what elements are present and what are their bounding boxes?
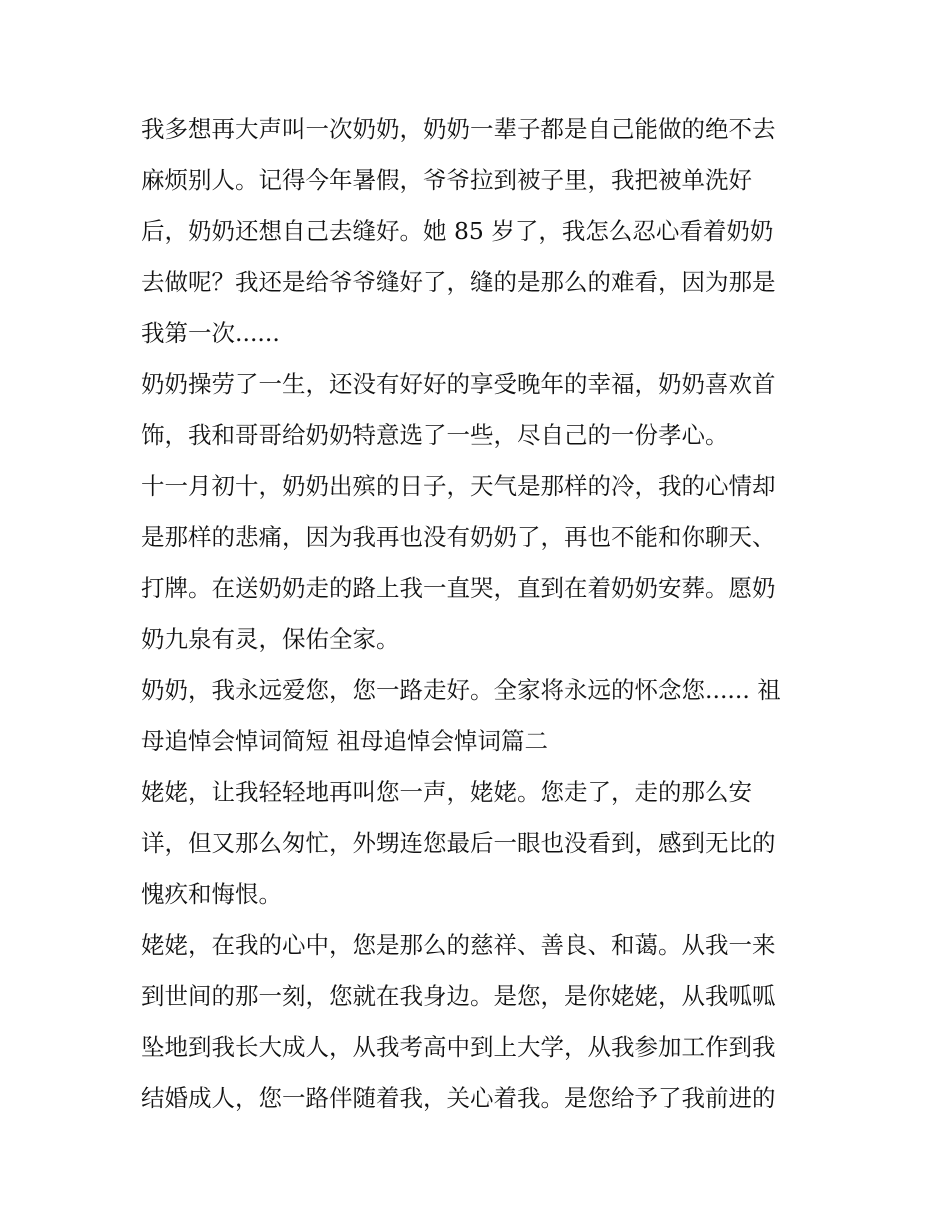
text-line: 姥姥，在我的心中，您是那么的慈祥、善良、和蔼。从我一来 [141,931,776,959]
text-line: 到世间的那一刻，您就在我身边。是您，是你姥姥，从我呱呱 [141,982,776,1010]
text-line: 母追悼会悼词简短 祖母追悼会悼词篇二 [141,727,548,755]
text-line: 坠地到我长大成人，从我考高中到上大学，从我参加工作到我 [141,1033,776,1061]
text-line: 姥姥，让我轻轻地再叫您一声，姥姥。您走了，走的那么安 [141,778,752,806]
text-line: 结婚成人，您一路伴随着我，关心着我。是您给予了我前进的 [141,1084,776,1112]
text-line: 奶奶操劳了一生，还没有好好的享受晚年的幸福，奶奶喜欢首 [141,370,776,398]
text-line: 详，但又那么匆忙，外甥连您最后一眼也没看到，感到无比的 [141,829,776,857]
text-line: 后，奶奶还想自己去缝好。她 85 岁了，我怎么忍心看着奶奶 [141,217,774,245]
text-line: 饰，我和哥哥给奶奶特意选了一些，尽自己的一份孝心。 [141,421,729,449]
text-line: 十一月初十，奶奶出殡的日子，天气是那样的冷，我的心情却 [141,472,776,500]
text-line: 去做呢？我还是给爷爷缝好了，缝的是那么的难看，因为那是 [141,268,776,296]
text-line: 我第一次...... [141,319,280,347]
text-line: 愧疚和悔恨。 [141,880,282,908]
text-line: 奶奶，我永远爱您，您一路走好。全家将永远的怀念您...... 祖 [141,676,781,704]
document-body [141,104,821,1124]
text-line: 打牌。在送奶奶走的路上我一直哭，直到在着奶奶安葬。愿奶 [141,574,776,602]
text-line: 我多想再大声叫一次奶奶，奶奶一辈子都是自己能做的绝不去 [141,115,776,143]
text-line: 奶九泉有灵，保佑全家。 [141,625,400,653]
text-line: 是那样的悲痛，因为我再也没有奶奶了，再也不能和你聊天、 [141,523,776,551]
text-line: 麻烦别人。记得今年暑假，爷爷拉到被子里，我把被单洗好 [141,166,752,194]
